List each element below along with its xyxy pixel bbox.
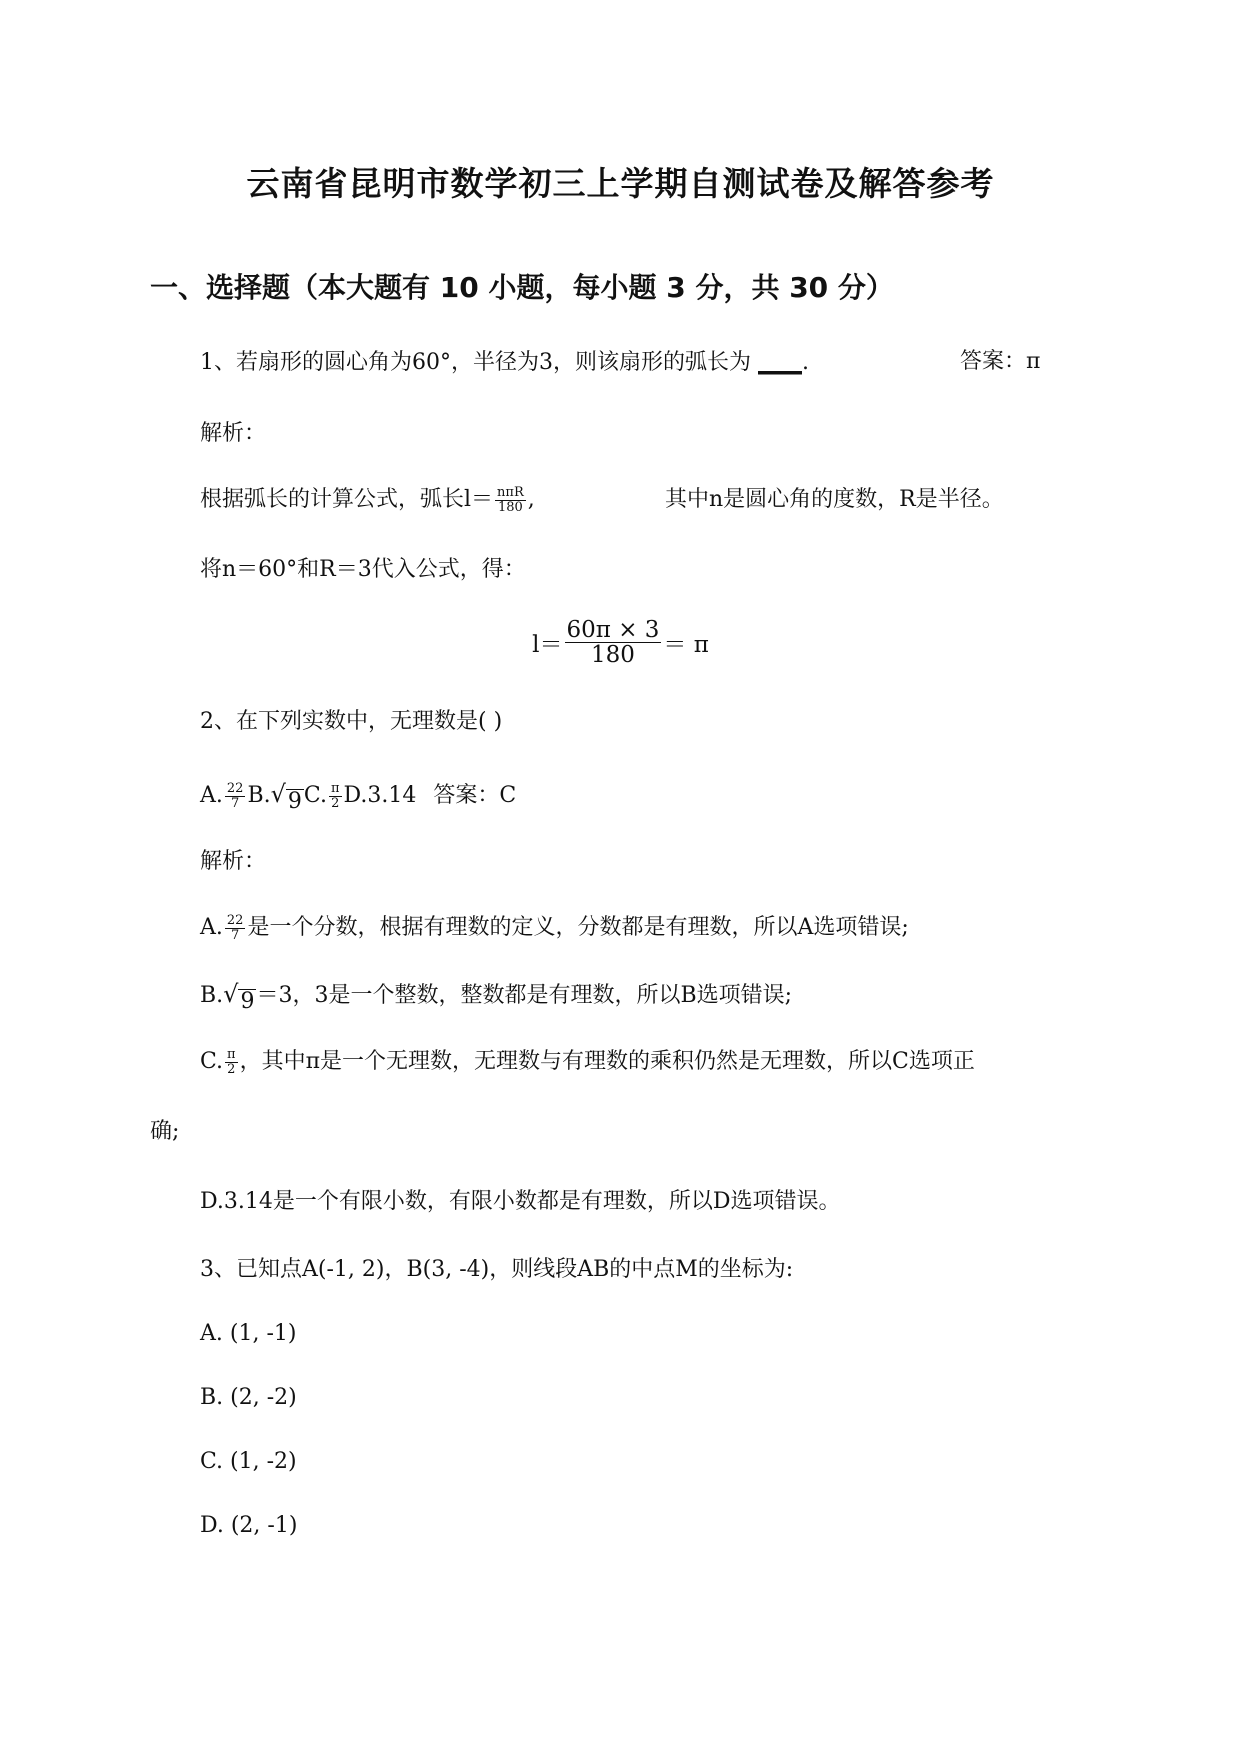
option-c-prefix: C. <box>303 783 327 808</box>
result-rhs: ＝ π <box>663 632 709 659</box>
option-d: D.3.14 <box>343 783 417 808</box>
question-1-stem <box>200 342 809 383</box>
question-3-option-d: D. (2, -1) <box>200 1513 298 1538</box>
sqrt-icon: √ <box>223 980 239 1008</box>
analysis-a-numerator: 22 <box>226 912 244 928</box>
analysis-c-wrap: 确; <box>150 1119 180 1144</box>
question-2-stem: 2、在下列实数中，无理数是( ) <box>200 709 503 734</box>
result-lhs: l＝ <box>532 632 563 659</box>
analysis-d: D.3.14是一个有限小数，有限小数都是有理数，所以D选项错误。 <box>200 1189 841 1214</box>
question-1-period: . <box>802 350 809 375</box>
option-a-prefix: A. <box>200 783 223 808</box>
analysis-b-sqrt <box>223 974 256 1014</box>
substitution-line: 将n＝60°和R＝3代入公式，得： <box>200 557 526 582</box>
fraction-denominator: 180 <box>497 499 523 515</box>
question-1-formula-line <box>200 480 535 520</box>
answer-blank: ____ <box>758 349 802 375</box>
result-formula <box>0 618 1241 667</box>
question-1-text: 1、若扇形的圆心角为60°，半径为3，则该扇形的弧长为 <box>200 350 751 375</box>
result-numerator: 60π × 3 <box>566 617 660 643</box>
option-c-fraction <box>329 782 342 810</box>
option-a-denominator: 7 <box>231 795 240 811</box>
result-denominator: 180 <box>591 642 635 669</box>
question-3-option-b: B. (2, -2) <box>200 1385 297 1410</box>
option-a-numerator: 22 <box>226 780 244 796</box>
question-1-answer: 答案：π <box>960 349 1041 374</box>
analysis-a-fraction <box>225 914 246 942</box>
section-heading: 一、选择题（本大题有 10 小题，每小题 3 分，共 30 分） <box>150 271 894 304</box>
analysis-a-denominator: 7 <box>231 927 240 943</box>
analysis-c-prefix: C. <box>200 1049 224 1074</box>
option-c-denominator: 2 <box>331 795 340 811</box>
question-3-option-c: C. (1, -2) <box>200 1449 297 1474</box>
analysis-b-radicand: 9 <box>240 988 255 1014</box>
formula-intro: 根据弧长的计算公式，弧长l＝ <box>200 487 494 512</box>
analysis-a <box>200 908 909 948</box>
question-2-analysis-label: 解析： <box>200 849 267 874</box>
analysis-c <box>200 1042 975 1082</box>
question-3-option-a: A. (1, -1) <box>200 1321 297 1346</box>
sqrt-icon: √ <box>270 780 286 808</box>
formula-comma: , <box>527 487 535 512</box>
option-a-fraction <box>225 782 246 810</box>
question-2-options <box>200 774 516 816</box>
question-1-analysis-label: 解析： <box>200 421 267 446</box>
formula-note: 其中n是圆心角的度数，R是半径。 <box>665 487 1004 512</box>
analysis-c-fraction <box>225 1048 238 1076</box>
option-b-radicand: 9 <box>287 788 302 814</box>
arc-length-fraction <box>495 486 526 514</box>
analysis-b-prefix: B. <box>200 983 224 1008</box>
result-fraction <box>565 618 662 667</box>
analysis-b-text: ＝3，3是一个整数，整数都是有理数，所以B选项错误; <box>256 983 793 1008</box>
analysis-c-numerator: π <box>227 1046 236 1062</box>
analysis-c-text: ，其中π是一个无理数，无理数与有理数的乘积仍然是无理数，所以C选项正 <box>239 1049 975 1074</box>
analysis-a-text: 是一个分数，根据有理数的定义，分数都是有理数，所以A选项错误; <box>247 915 909 940</box>
analysis-c-denominator: 2 <box>227 1061 236 1077</box>
option-b-prefix: B. <box>247 783 271 808</box>
analysis-b <box>200 974 792 1016</box>
question-2-answer: 答案：C <box>433 783 517 808</box>
analysis-a-prefix: A. <box>200 915 223 940</box>
question-3-stem: 3、已知点A(-1, 2)，B(3, -4)，则线段AB的中点M的坐标为: <box>200 1257 794 1282</box>
document-title: 云南省昆明市数学初三上学期自测试卷及解答参考 <box>246 164 995 203</box>
option-b-sqrt <box>271 774 304 814</box>
fraction-numerator: nπR <box>497 484 524 500</box>
option-c-numerator: π <box>330 780 340 796</box>
